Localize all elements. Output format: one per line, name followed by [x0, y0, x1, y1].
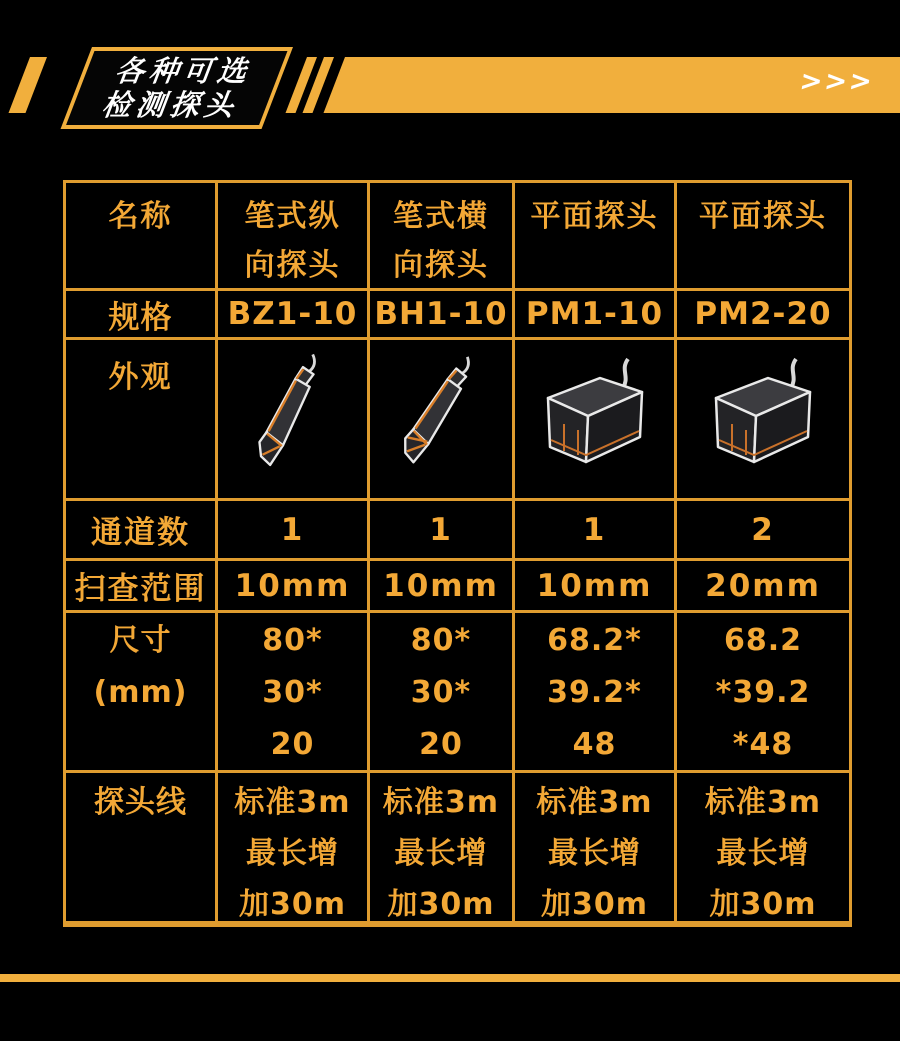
- flat-probe-icon: [520, 349, 670, 489]
- cable-cell-pm1: 标准3m 最长增 加30m: [515, 773, 677, 921]
- accent-parallelogram: [9, 57, 47, 113]
- name-row-label: 名称: [66, 183, 218, 291]
- dimensions-cell-bh1: 80* 30* 20: [370, 613, 515, 773]
- page-title-line2: 检测探头: [98, 88, 248, 122]
- channels-cell-bz1: 1: [218, 501, 370, 561]
- pen-longitudinal-probe-image: [218, 340, 370, 501]
- channels-cell-bh1: 1: [370, 501, 515, 561]
- dimensions-cell-pm1: 68.2* 39.2* 48: [515, 613, 677, 773]
- dimensions-cell-pm2: 68.2 *39.2 *48: [677, 613, 849, 773]
- name-cell-pm2: 平面探头: [677, 183, 849, 291]
- cable-row-label: 探头线: [66, 773, 218, 921]
- channels-cell-pm1: 1: [515, 501, 677, 561]
- spec-cell-bh1: BH1-10: [370, 291, 515, 340]
- spec-row-label: 规格: [66, 291, 218, 340]
- title-plate: [61, 47, 293, 129]
- cable-cell-bh1: 标准3m 最长增 加30m: [370, 773, 515, 921]
- bottom-accent-stripe: [0, 974, 900, 982]
- scan-range-cell-pm2: 20mm: [677, 561, 849, 613]
- flat-probe-image: [515, 340, 677, 501]
- cable-cell-pm2: 标准3m 最长增 加30m: [704, 785, 822, 922]
- channels-cell-pm2: 2: [677, 501, 849, 561]
- scan-range-row-label: 扫查范围: [66, 561, 218, 613]
- name-cell-pm1: 平面探头: [515, 183, 677, 291]
- flat-probe-icon: [688, 349, 838, 489]
- scan-range-cell-pm1: 10mm: [515, 561, 677, 613]
- pen-probe-icon: [243, 344, 343, 494]
- name-cell-bh1: 笔式横 向探头: [370, 183, 515, 291]
- forward-arrows-icon: >>>: [797, 66, 877, 97]
- dimensions-row-label: 尺寸 (mm): [66, 613, 218, 773]
- flat-probe-image: [677, 340, 849, 501]
- spec-cell-bz1: BZ1-10: [218, 291, 370, 340]
- cable-cell-bz1: 标准3m 最长增 加30m: [218, 773, 370, 921]
- scan-range-cell-bz1: 10mm: [218, 561, 370, 613]
- dimensions-cell-bz1: 80* 30* 20: [218, 613, 370, 773]
- probe-spec-table: [63, 180, 852, 927]
- spec-cell-pm1: PM1-10: [515, 291, 677, 340]
- header-banner: [0, 0, 900, 150]
- pen-transverse-probe-image: [370, 340, 515, 501]
- pen-probe-icon: [391, 344, 491, 494]
- scan-range-cell-bh1: 10mm: [370, 561, 515, 613]
- spec-cell-pm2: PM2-20: [677, 291, 849, 340]
- channels-row-label: 通道数: [66, 501, 218, 561]
- page-title-line1: 各种可选: [111, 54, 261, 88]
- appearance-row-label: 外观: [66, 340, 218, 501]
- name-cell-bz1: 笔式纵 向探头: [218, 183, 370, 291]
